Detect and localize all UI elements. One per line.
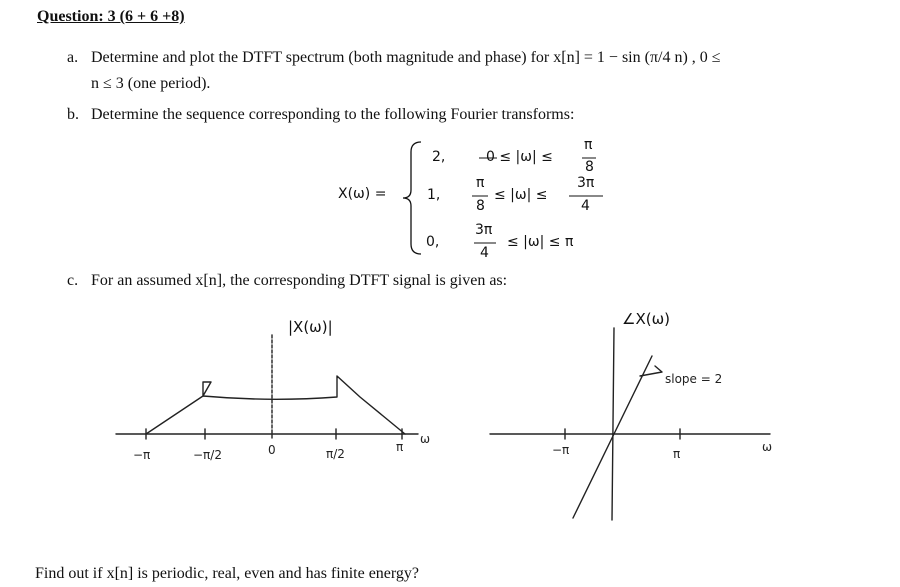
tick-label-pi: π (396, 440, 404, 454)
equation-lhs: X(ω) = (338, 186, 387, 202)
tick-label-pi-half: π/2 (326, 447, 345, 461)
phase-tick-label-pi: π (673, 447, 681, 461)
case-3-value: 0, (426, 234, 440, 250)
part-a-text-line1: Determine and plot the DTFT spectrum (both magnitude and phase) for x[n] = 1 − sin (π/4 n) , 0 ≤ (91, 49, 721, 66)
question-title: Question: 3 (6 + 6 +8) (37, 8, 185, 25)
case-3-condition: ≤ |ω| ≤ π (507, 234, 574, 250)
tick-label-neg-pi: −π (133, 448, 151, 462)
tick-label-zero: 0 (268, 443, 276, 457)
part-a-text-line2: n ≤ 3 (one period). (91, 75, 211, 92)
magnitude-omega-label: ω (420, 432, 431, 446)
final-question: Find out if x[n] is periodic, real, even and has finite energy? (35, 565, 420, 582)
case-2-lower-numerator: π (476, 175, 485, 191)
phase-plot-title: ∠X(ω) (622, 310, 670, 328)
phase-tick-label-neg-pi: −π (552, 443, 570, 457)
case-3-lower-denominator: 4 (480, 245, 489, 261)
tick-label-neg-pi-half: −π/2 (193, 448, 222, 462)
case-2-upper-denominator: 4 (581, 198, 590, 214)
slope-annotation: slope = 2 (665, 372, 723, 386)
case-2-value: 1, (427, 187, 441, 203)
case-1-condition: 0 ≤ |ω| ≤ (486, 149, 553, 165)
part-c-label: c. (67, 272, 79, 289)
phase-vertical-axis (612, 328, 614, 520)
case-2-condition: ≤ |ω| ≤ (494, 187, 548, 203)
part-b-label: b. (67, 106, 79, 123)
case-2-upper-numerator: 3π (577, 175, 595, 191)
case-3-lower-numerator: 3π (475, 222, 493, 238)
case-1-denominator: 8 (585, 159, 594, 175)
part-a-label: a. (67, 49, 79, 66)
magnitude-curve (146, 376, 405, 434)
phase-omega-label: ω (762, 440, 773, 454)
case-2-lower-denominator: 8 (476, 198, 485, 214)
case-1-numerator: π (584, 137, 593, 153)
part-c-text: For an assumed x[n], the corresponding DTFT signal is given as: (91, 272, 508, 289)
case-1-value: 2, (432, 149, 446, 165)
part-b-text: Determine the sequence corresponding to the following Fourier transforms: (91, 106, 575, 123)
magnitude-plot-title: |X(ω)| (288, 318, 333, 336)
